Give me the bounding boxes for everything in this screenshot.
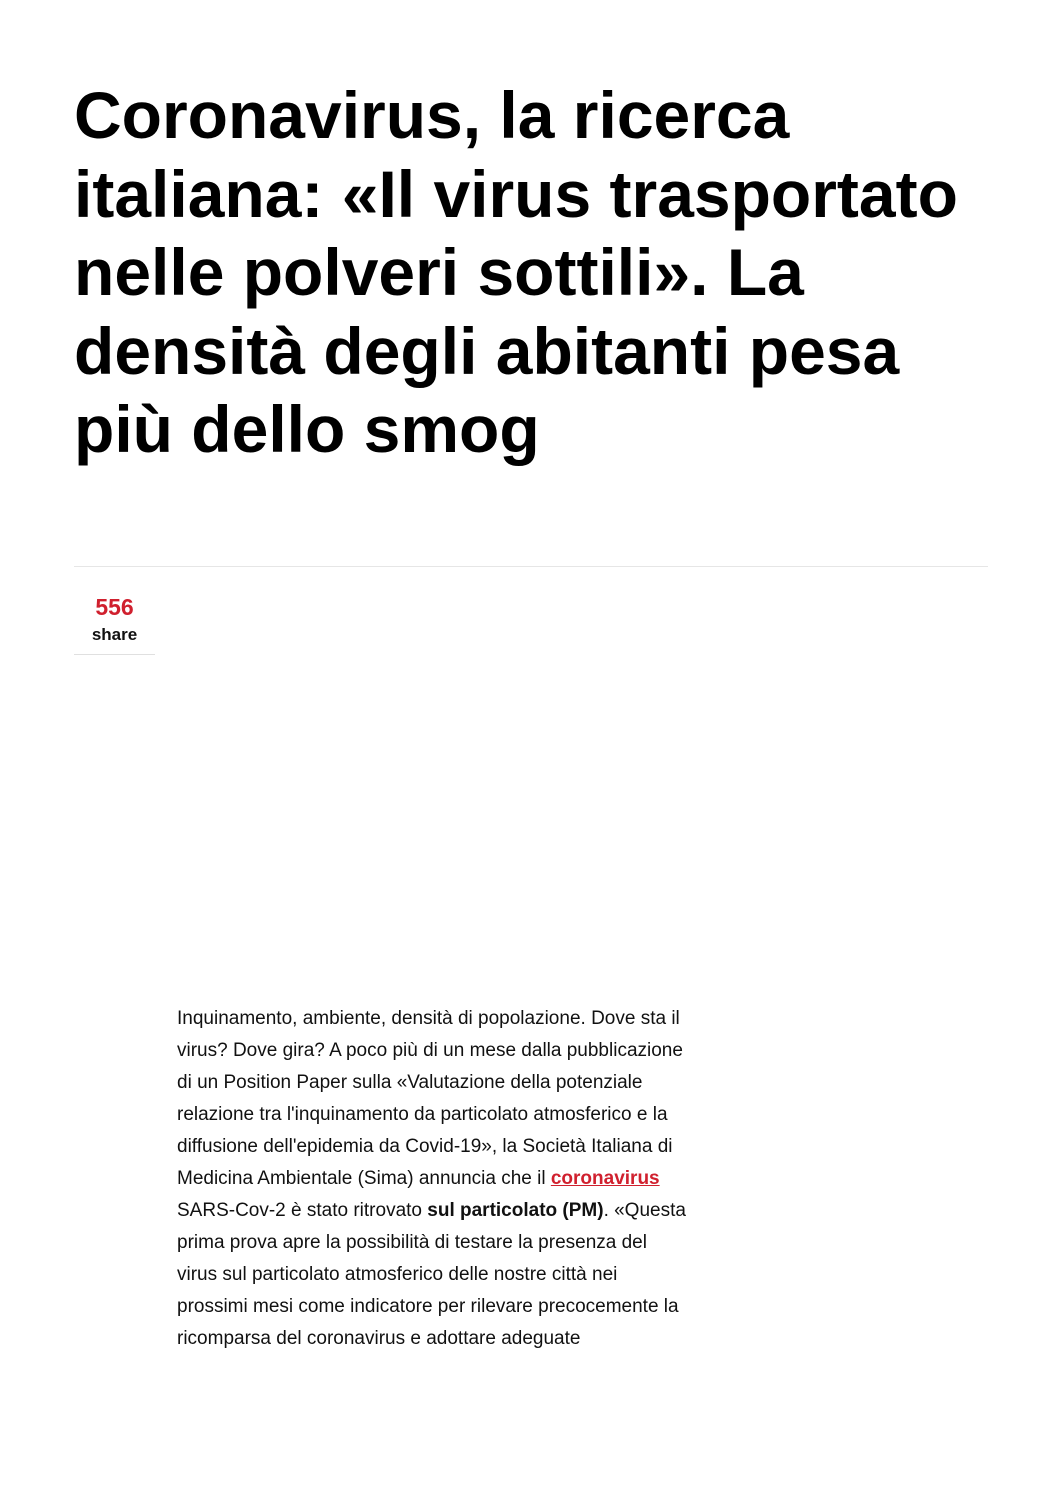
share-count: 556 bbox=[95, 594, 134, 620]
coronavirus-link[interactable]: coronavirus bbox=[550, 1168, 660, 1189]
article-body bbox=[177, 1003, 687, 1355]
title-divider bbox=[74, 566, 988, 567]
body-text-middle: SARS-Cov-2 è stato ritrovato bbox=[177, 1200, 428, 1221]
body-bold-particolato: sul particolato (PM) bbox=[427, 1200, 604, 1221]
body-text-intro: Inquinamento, ambiente, densità di popolazione. Dove sta il virus? Dove gira? A poco più di un mese dalla pubblicazione di un Position Paper sulla «Valutazione della potenziale relazione tra l'inquinamento da particolato atmosferico e la diffusione dell'epidemia da Covid-19», la Società Italiana di Medicina Ambientale (Sima) annuncia che il bbox=[177, 1008, 683, 1189]
article-title: Coronavirus, la ricerca italiana: «Il virus trasportato nelle polveri sottili». La densità degli abitanti pesa più dello smog bbox=[74, 78, 958, 466]
share-counter[interactable] bbox=[74, 592, 155, 655]
share-label: share bbox=[91, 625, 138, 644]
body-text-end: . «Questa prima prova apre la possibilità di testare la presenza del virus sul particolato atmosferico delle nostre città nei prossimi mesi come indicatore per rilevare precocemente la ricomparsa del coronavirus e adottare adeguate bbox=[177, 1200, 686, 1349]
